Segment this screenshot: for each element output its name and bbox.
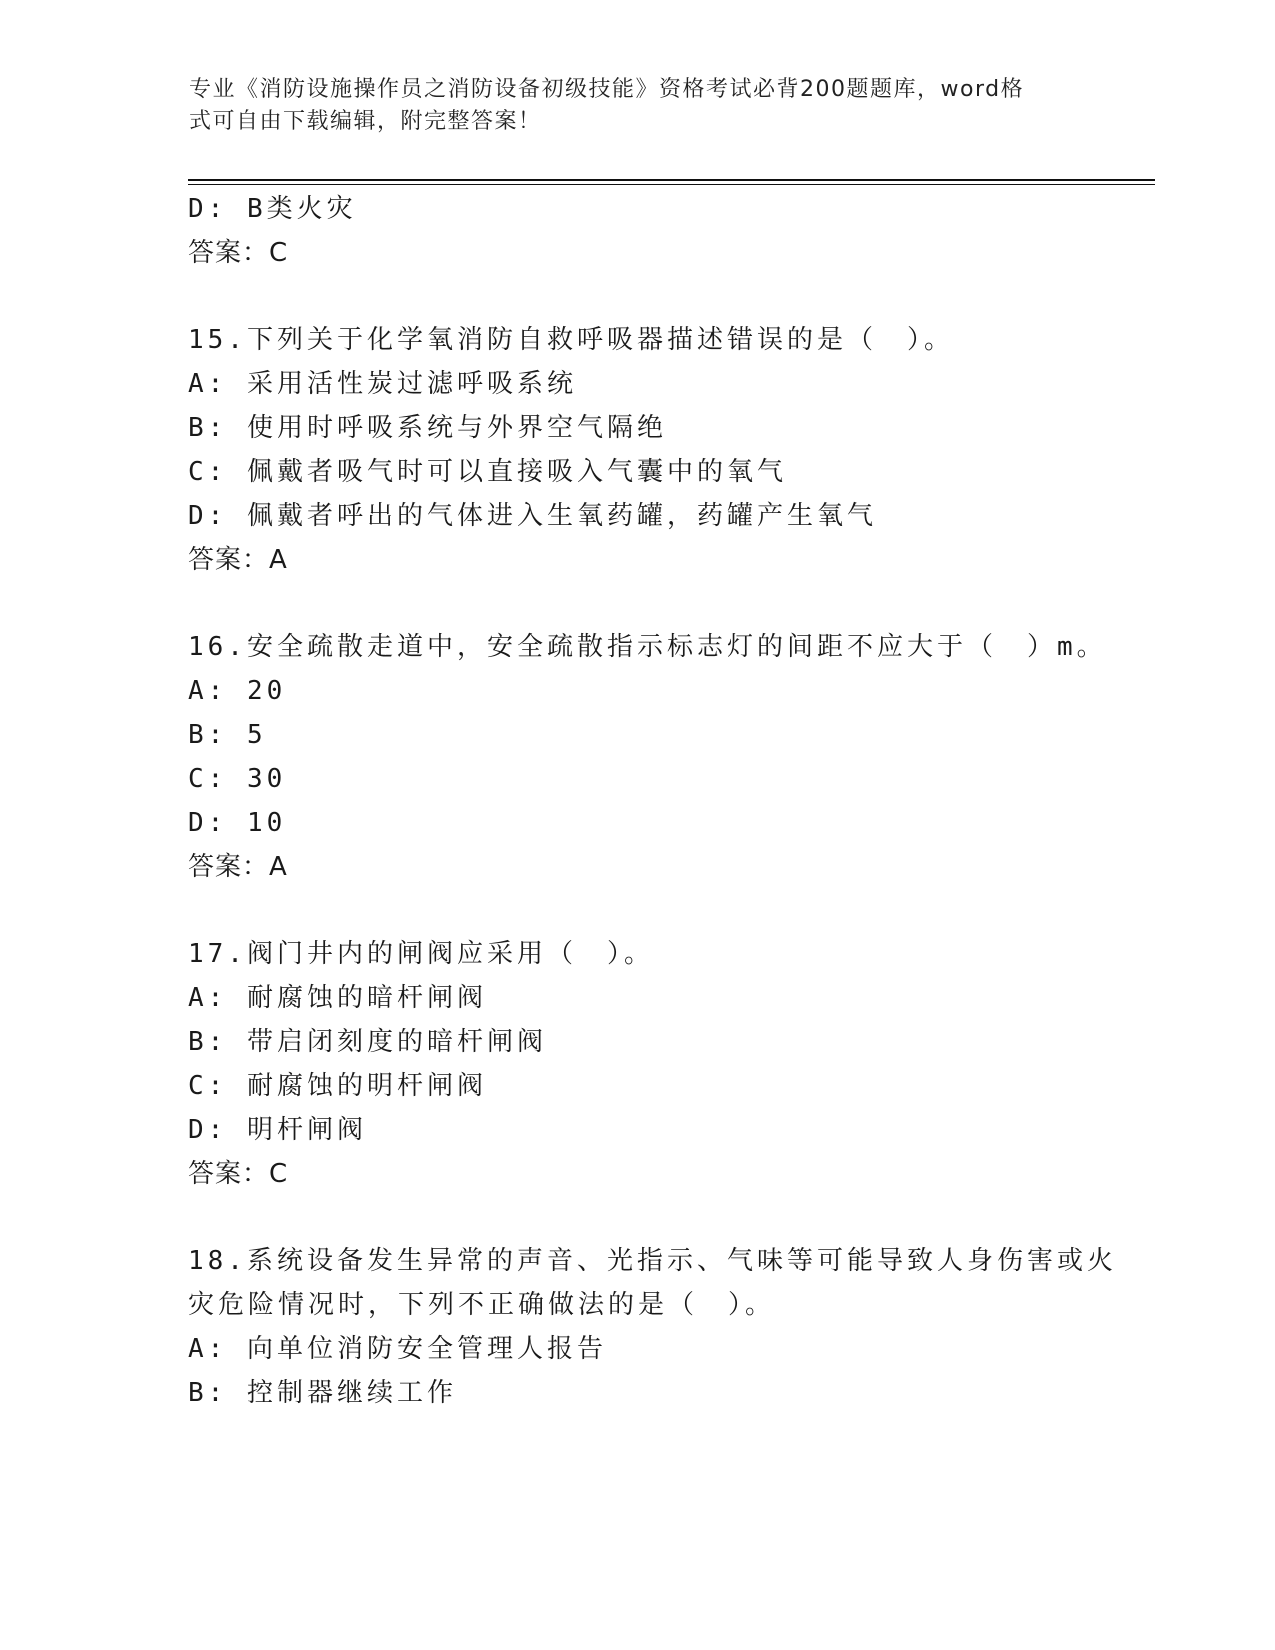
question-stem: 17.阀门井内的闸阀应采用（ ）。 [188,939,654,969]
option-b: B: 使用时呼吸系统与外界空气隔绝 [188,413,667,443]
answer: 答案：C [188,238,289,268]
option-d: D: 10 [188,808,287,838]
option-c: C: 佩戴者吸气时可以直接吸入气囊中的氧气 [188,457,787,487]
answer: 答案：A [188,852,288,882]
option-a: A: 向单位消防安全管理人报告 [188,1334,607,1364]
header-divider-thin [188,184,1155,185]
question-stem-line-1: 18.系统设备发生异常的声音、光指示、气味等可能导致人身伤害或火 [188,1246,1117,1276]
question-stem: 16.安全疏散走道中，安全疏散指示标志灯的间距不应大于（ ）m。 [188,632,1107,662]
option-b: B: 5 [188,720,267,750]
option-c: C: 30 [188,764,287,794]
header-divider-thick [188,179,1155,181]
question-stem-line-2: 灾危险情况时，下列不正确做法的是（ ）。 [188,1290,776,1320]
option-d: D: 明杆闸阀 [188,1115,367,1145]
option-a: A: 采用活性炭过滤呼吸系统 [188,369,577,399]
option-b: B: 控制器继续工作 [188,1378,457,1408]
document-header [189,74,1089,138]
option-c: C: 耐腐蚀的明杆闸阀 [188,1071,487,1101]
header-line-1: 专业《消防设施操作员之消防设备初级技能》资格考试必背200题题库，word格 [189,77,1025,102]
answer: 答案：A [188,545,288,575]
header-line-2: 式可自由下载编辑，附完整答案！ [189,109,542,134]
option-a: A: 20 [188,676,287,706]
answer: 答案：C [188,1159,289,1189]
option-a: A: 耐腐蚀的暗杆闸阀 [188,983,487,1013]
option-d: D: B类火灾 [188,194,357,224]
question-stem: 15.下列关于化学氧消防自救呼吸器描述错误的是（ ）。 [188,325,954,355]
option-d: D: 佩戴者呼出的气体进入生氧药罐，药罐产生氧气 [188,501,877,531]
option-b: B: 带启闭刻度的暗杆闸阀 [188,1027,547,1057]
